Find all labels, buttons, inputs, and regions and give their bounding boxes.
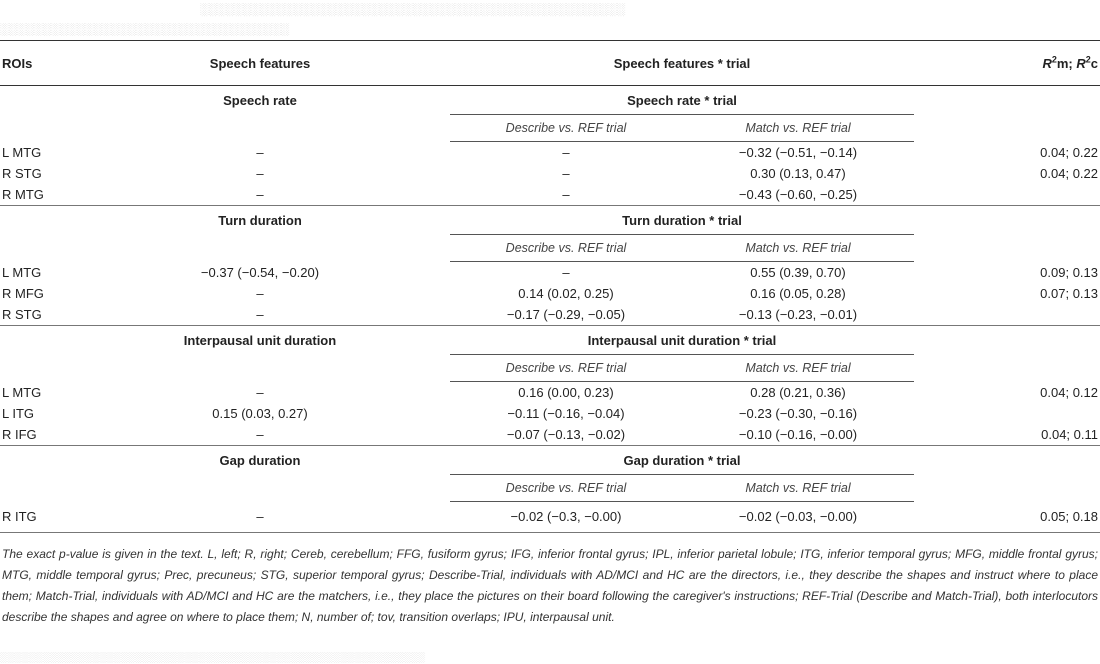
cell-r2: 0.07; 0.13 bbox=[1040, 286, 1098, 301]
cell-match: −0.13 (−0.23, −0.01) bbox=[682, 304, 914, 326]
cell-feature-effect: −0.37 (−0.54, −0.20) bbox=[200, 264, 320, 280]
section-interaction-label: Turn duration * trial bbox=[450, 206, 914, 235]
header-speech-features-trial: Speech features * trial bbox=[450, 41, 914, 86]
cell-r2: 0.05; 0.18 bbox=[974, 502, 1100, 533]
cell-r2 bbox=[974, 403, 1100, 424]
cell-r2 bbox=[974, 304, 1100, 326]
cell-r2: 0.04; 0.22 bbox=[1040, 166, 1098, 181]
section-title-row bbox=[0, 326, 1100, 355]
subheader-describe: Describe vs. REF trial bbox=[450, 115, 682, 142]
header-speech-features: Speech features bbox=[140, 41, 380, 86]
subheader-row bbox=[0, 475, 1100, 502]
cell-roi: L MTG bbox=[2, 144, 42, 160]
cell-roi: R IFG bbox=[0, 424, 140, 446]
cell-match: −0.23 (−0.30, −0.16) bbox=[738, 406, 858, 421]
header-r2: $R^2m$; $R^2c$ bbox=[974, 41, 1100, 86]
cell-roi: R STG bbox=[2, 166, 42, 181]
table-footnote: The exact p-value is given in the text. L, left; R, right; Cereb, cerebellum; FFG, fusiform gyrus; IFG, inferior frontal gyrus; IPL, inferior parietal lobule; ITG, inferior temporal gyrus; MFG, middle frontal gyrus; MTG, middle temporal gyrus; Prec, precuneus; STG, superior temporal gyrus; Describe-Trial, individuals with AD/MCI and HC are the directors, i.e., they describe the shapes and instruct where to place them; Match-Trial, individuals with AD/MCI and HC are the matchers, i.e., they place the pictures on their board following the caregiver's instructions; REF-Trial (Describe and Match-Trial), both interlocutors describe the shapes and agree on where to place them; N, number of; tov, transition overlaps; IPU, interpausal unit. bbox=[2, 547, 1098, 624]
table-header-row bbox=[0, 41, 1100, 86]
cell-roi: R ITG bbox=[0, 502, 140, 533]
cell-feature-effect: – bbox=[256, 384, 264, 400]
subheader-describe: Describe vs. REF trial bbox=[450, 355, 682, 382]
cell-feature-effect: – bbox=[140, 304, 380, 326]
cell-match: 0.55 (0.39, 0.70) bbox=[750, 265, 846, 280]
cell-r2: 0.09; 0.13 bbox=[1040, 264, 1098, 280]
cell-feature-effect: – bbox=[140, 502, 380, 533]
subheader-row bbox=[0, 235, 1100, 262]
cell-match: −0.32 (−0.51, −0.14) bbox=[738, 145, 858, 160]
cell-feature-effect: 0.15 (0.03, 0.27) bbox=[212, 406, 308, 421]
cell-roi: L ITG bbox=[2, 406, 35, 421]
cell-match: −0.10 (−0.16, −0.00) bbox=[682, 424, 914, 446]
table-row bbox=[0, 142, 1100, 164]
cell-roi: L MTG bbox=[2, 264, 42, 280]
cell-roi: R MFG bbox=[2, 286, 44, 301]
cell-r2: 0.04; 0.12 bbox=[1040, 384, 1098, 400]
cell-r2: 0.04; 0.11 bbox=[974, 424, 1100, 446]
section-interaction-label: Gap duration * trial bbox=[450, 446, 914, 475]
cell-describe: – bbox=[562, 265, 570, 280]
section-feature-label: Speech rate bbox=[223, 92, 297, 108]
header-rois: ROIs bbox=[0, 41, 140, 86]
table-row bbox=[0, 424, 1100, 446]
cell-match: 0.16 (0.05, 0.28) bbox=[750, 286, 846, 301]
section-title-row bbox=[0, 206, 1100, 235]
cell-roi: L MTG bbox=[2, 384, 42, 400]
cell-describe: −0.07 (−0.13, −0.02) bbox=[450, 424, 682, 446]
section-feature-label: Interpausal unit duration bbox=[183, 332, 337, 348]
subheader-row bbox=[0, 355, 1100, 382]
table-row bbox=[0, 262, 1100, 284]
section-title-row bbox=[0, 86, 1100, 115]
subheader-describe: Describe vs. REF trial bbox=[450, 475, 682, 502]
cell-describe: −0.17 (−0.29, −0.05) bbox=[450, 304, 682, 326]
table-row bbox=[0, 403, 1100, 424]
subheader-row bbox=[0, 115, 1100, 142]
section-feature-label: Turn duration bbox=[218, 212, 302, 228]
table-row bbox=[0, 163, 1100, 184]
cell-r2: 0.04; 0.22 bbox=[1040, 144, 1098, 160]
results-table bbox=[0, 40, 1100, 533]
subheader-match: Match vs. REF trial bbox=[682, 475, 914, 502]
cell-match: −0.43 (−0.60, −0.25) bbox=[682, 184, 914, 206]
table-row bbox=[0, 283, 1100, 304]
section-interaction-label: Speech rate * trial bbox=[450, 86, 914, 115]
cell-feature-effect: – bbox=[256, 286, 264, 301]
cell-match: 0.30 (0.13, 0.47) bbox=[750, 166, 846, 181]
section-feature-label: Gap duration bbox=[219, 452, 301, 468]
cell-describe: −0.02 (−0.3, −0.00) bbox=[450, 502, 682, 533]
cell-match: −0.02 (−0.03, −0.00) bbox=[682, 502, 914, 533]
cell-describe: 0.14 (0.02, 0.25) bbox=[518, 286, 614, 301]
cell-describe: – bbox=[450, 184, 682, 206]
table-row bbox=[0, 382, 1100, 404]
cell-feature-effect: – bbox=[140, 424, 380, 446]
cell-feature-effect: – bbox=[256, 166, 264, 181]
cropped-footer-fragment: ░░░░░░░░░░░░░░░░░░░░░░░░░░░░░░░░░░░░░░░░░░░░░░░░░░░░░░░░░░░░ bbox=[0, 652, 426, 663]
subheader-describe: Describe vs. REF trial bbox=[450, 235, 682, 262]
section-title-row bbox=[0, 446, 1100, 475]
section-interaction-label: Interpausal unit duration * trial bbox=[450, 326, 914, 355]
cell-roi: R MTG bbox=[0, 184, 140, 206]
cell-describe: – bbox=[562, 145, 570, 160]
subheader-match: Match vs. REF trial bbox=[682, 115, 914, 142]
subheader-match: Match vs. REF trial bbox=[682, 355, 914, 382]
cell-feature-effect: – bbox=[140, 184, 380, 206]
cell-match: 0.28 (0.21, 0.36) bbox=[750, 385, 846, 400]
cell-roi: R STG bbox=[0, 304, 140, 326]
cell-describe: – bbox=[562, 166, 570, 181]
cell-describe: −0.11 (−0.16, −0.04) bbox=[507, 406, 625, 421]
table-row bbox=[0, 184, 1100, 206]
table-row bbox=[0, 304, 1100, 326]
cell-describe: 0.16 (0.00, 0.23) bbox=[518, 385, 614, 400]
cell-r2 bbox=[974, 184, 1100, 206]
subheader-match: Match vs. REF trial bbox=[682, 235, 914, 262]
cell-feature-effect: – bbox=[256, 144, 264, 160]
cropped-caption-fragment: ░░░░░░░░░░░░░░░░░░░░░░░░░░░░░░░░░░░░░░░░░░░░░░░░░░ ░░░░░░░░░░░░░░░░░░░░░░░░░░░░░░░░░░ bbox=[0, 2, 626, 36]
table-row bbox=[0, 502, 1100, 533]
